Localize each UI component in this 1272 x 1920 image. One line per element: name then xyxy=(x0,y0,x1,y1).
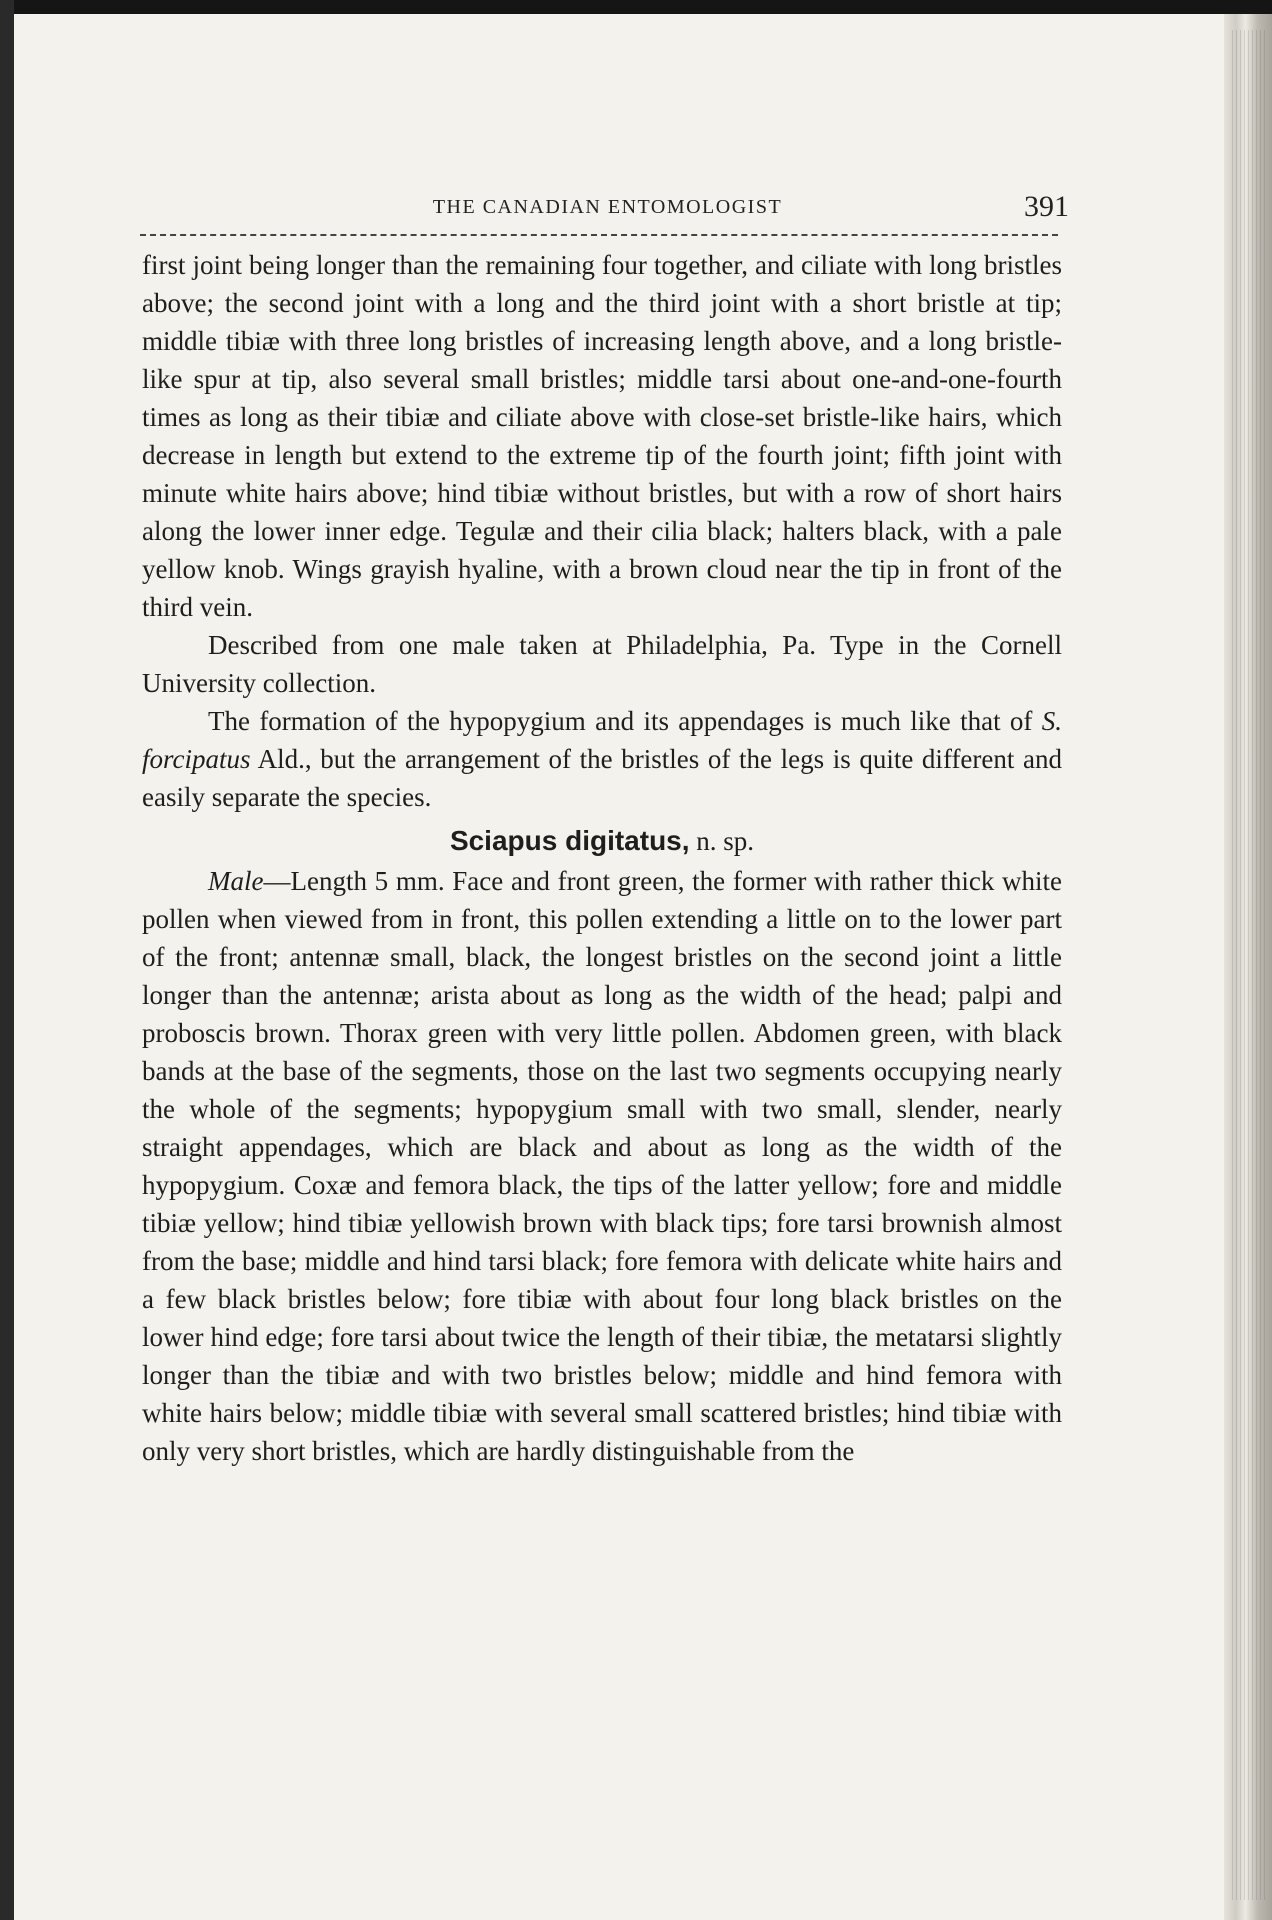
scan-border-left xyxy=(0,0,14,1920)
comparison-text-after: Ald., but the arrangement of the bristles of the legs is quite different and easily separate the species. xyxy=(142,744,1062,812)
body-text xyxy=(142,246,1062,1470)
species-name: Sciapus digitatus, xyxy=(449,825,690,856)
species-suffix: n. sp. xyxy=(689,826,755,856)
paragraph-type-locality: Described from one male taken at Philadelphia, Pa. Type in the Cornell University collection. xyxy=(142,630,1062,698)
paragraph-male-description xyxy=(142,862,1062,1470)
paragraph-continued: first joint being longer than the remaining four together, and ciliate with long bristles above; the second joint with a long and the third joint with a short bristle at tip; middle tibiæ with three long bristles of increasing length above, and a long bristle-like spur at tip, also several small bristles; middle tarsi about one-and-one-fourth times as long as their tibiæ and ciliate above with close-set bristle-like hairs, which decrease in length but extend to the extreme tip of the fourth joint; fifth joint with minute white hairs above; hind tibiæ without bristles, but with a row of short hairs along the lower inner edge. Tegulæ and their cilia black; halters black, with a pale yellow knob. Wings grayish hyaline, with a brown cloud near the tip in front of the third vein. xyxy=(142,250,1062,622)
male-description-text: —Length 5 mm. Face and front green, the former with rather thick white pollen when viewed from in front, this pollen extending a little on to the lower part of the front; antennæ small, black, the longest bristles on the second joint a little longer than the antennæ; arista about as long as the width of the head; palpi and proboscis brown. Thorax green with very little pollen. Abdomen green, with black bands at the base of the segments, those on the last two segments occupying nearly the whole of the segments; hypopygium small with two small, slender, nearly straight appendages, which are black and about as long as the width of the hypopygium. Coxæ and femora black, the tips of the latter yellow; fore and middle tibiæ yellow; hind tibiæ yellowish brown with black tips; fore tarsi brownish almost from the base; middle and hind tarsi black; fore femora with delicate white hairs and a few black bristles below; fore tibiæ with about four long black bristles on the lower hind edge; fore tarsi about twice the length of their tibiæ, the metatarsi slightly longer than the tibiæ and with two bristles below; middle and hind femora with white hairs below; middle tibiæ with several small scattered bristles; hind tibiæ with only very short bristles, which are hardly distinguishable from the xyxy=(142,866,1062,1466)
running-header xyxy=(140,190,1075,230)
running-title: THE CANADIAN ENTOMOLOGIST xyxy=(432,196,783,218)
species-heading xyxy=(142,820,1062,862)
page-number: 391 xyxy=(1024,190,1069,223)
header-rule xyxy=(140,234,1058,236)
paragraph-comparison xyxy=(142,702,1062,816)
sex-label: Male xyxy=(208,866,264,896)
comparison-text-before: The formation of the hypopygium and its appendages is much like that of xyxy=(208,706,1042,736)
page-edge-stack xyxy=(1232,30,1266,1900)
species-reference: S. forcipatus xyxy=(142,706,1062,774)
scan-border-top xyxy=(0,0,1272,14)
